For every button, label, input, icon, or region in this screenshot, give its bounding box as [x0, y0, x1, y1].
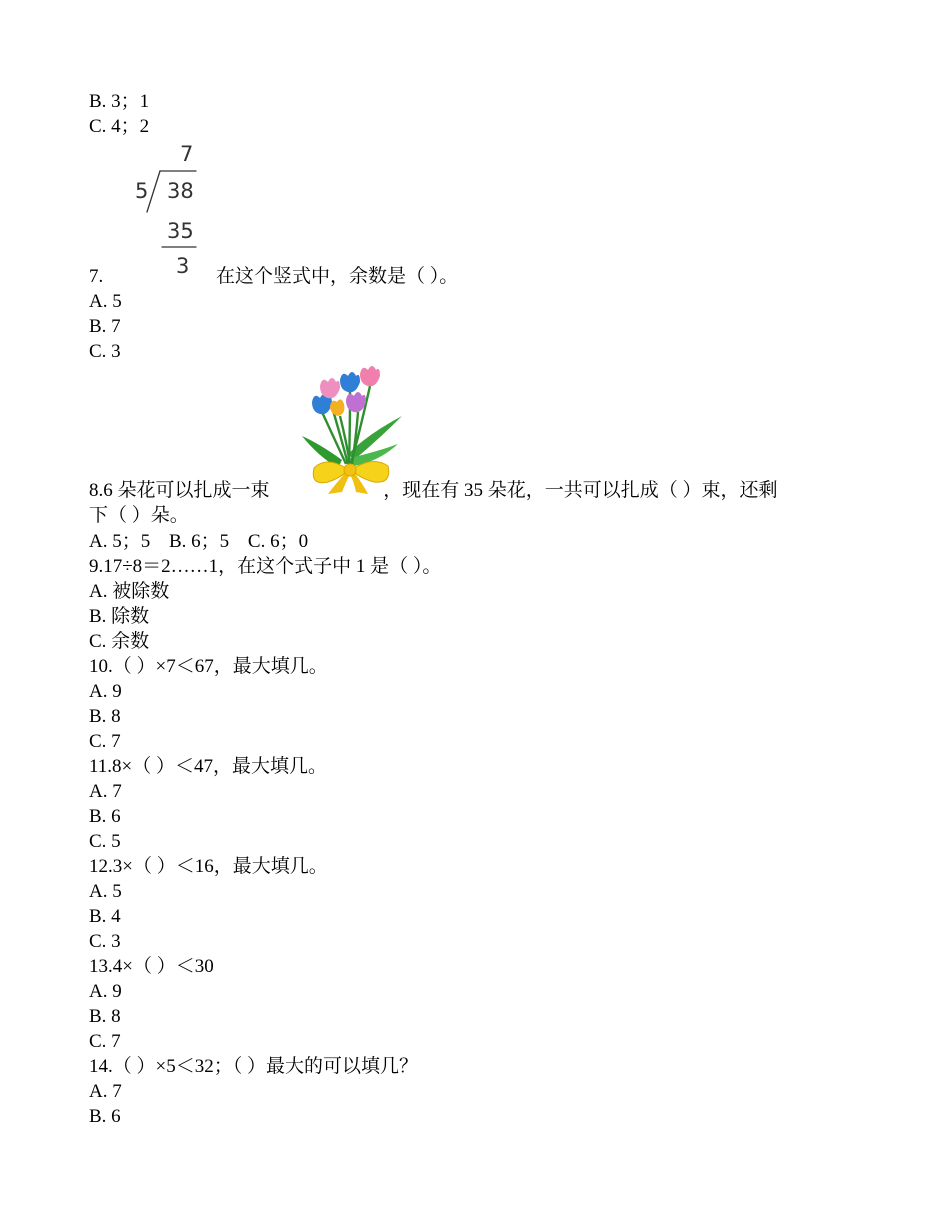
q14-option-a: A. 7	[89, 1081, 122, 1102]
q8-stem-before: 8.6 朵花可以扎成一束	[89, 480, 270, 501]
q6-option-b: B. 3；1	[89, 91, 150, 112]
q7-option-c: C. 3	[89, 341, 121, 362]
division-bracket	[147, 171, 160, 212]
q7-option-b: B. 7	[89, 316, 121, 337]
q8-stem-after: ，现在有 35 朵花，一共可以扎成（ ）束，还剩	[383, 480, 778, 501]
q9-stem: 9.17÷8＝2……1，在这个式子中 1 是（ ）。	[89, 556, 442, 577]
q8-option-a: A. 5；5	[89, 531, 151, 552]
remainder-digit: 3	[176, 254, 190, 278]
long-division-figure	[130, 138, 202, 278]
q11-option-a: A. 7	[89, 781, 122, 802]
q7-option-a: A. 5	[89, 291, 122, 312]
q12-option-c: C. 3	[89, 931, 121, 952]
q8-stem-line1	[89, 478, 778, 503]
q10-option-a: A. 9	[89, 681, 122, 702]
q8-option-c: C. 6；0	[247, 531, 309, 552]
q8-stem-line2: 下（ ）朵。	[89, 505, 189, 526]
q10-stem: 10.（ ）×7＜67，最大填几。	[89, 656, 328, 677]
q9-option-b: B. 除数	[89, 606, 150, 627]
q10-option-b: B. 8	[89, 706, 121, 727]
q11-option-c: C. 5	[89, 831, 121, 852]
q13-stem: 13.4×（ ）＜30	[89, 956, 214, 977]
flower-bouquet-icon	[298, 364, 404, 494]
dividend-number: 38	[167, 179, 194, 203]
q13-option-a: A. 9	[89, 981, 122, 1002]
q12-option-a: A. 5	[89, 881, 122, 902]
q6-option-c: C. 4；2	[89, 116, 150, 137]
q12-stem: 12.3×（ ）＜16，最大填几。	[89, 856, 328, 877]
q8-option-b: B. 6；5	[168, 531, 230, 552]
q12-option-b: B. 4	[89, 906, 121, 927]
product-number: 35	[167, 219, 194, 243]
q7-stem-line	[89, 264, 458, 289]
q9-option-a: A. 被除数	[89, 581, 170, 602]
divisor-digit: 5	[135, 179, 149, 203]
q7-number: 7.	[89, 266, 104, 287]
q11-stem: 11.8×（ ）＜47，最大填几。	[89, 756, 328, 777]
q13-option-b: B. 8	[89, 1006, 121, 1027]
q13-option-c: C. 7	[89, 1031, 121, 1052]
q10-option-c: C. 7	[89, 731, 121, 752]
q14-option-b: B. 6	[89, 1106, 121, 1127]
quotient-digit: 7	[180, 142, 194, 166]
q11-option-b: B. 6	[89, 806, 121, 827]
q7-stem: 在这个竖式中，余数是（ ）。	[216, 266, 459, 287]
q8-options	[89, 529, 308, 554]
q9-option-c: C. 余数	[89, 631, 150, 652]
q14-stem: 14.（ ）×5＜32；（ ）最大的可以填几？	[89, 1056, 418, 1077]
